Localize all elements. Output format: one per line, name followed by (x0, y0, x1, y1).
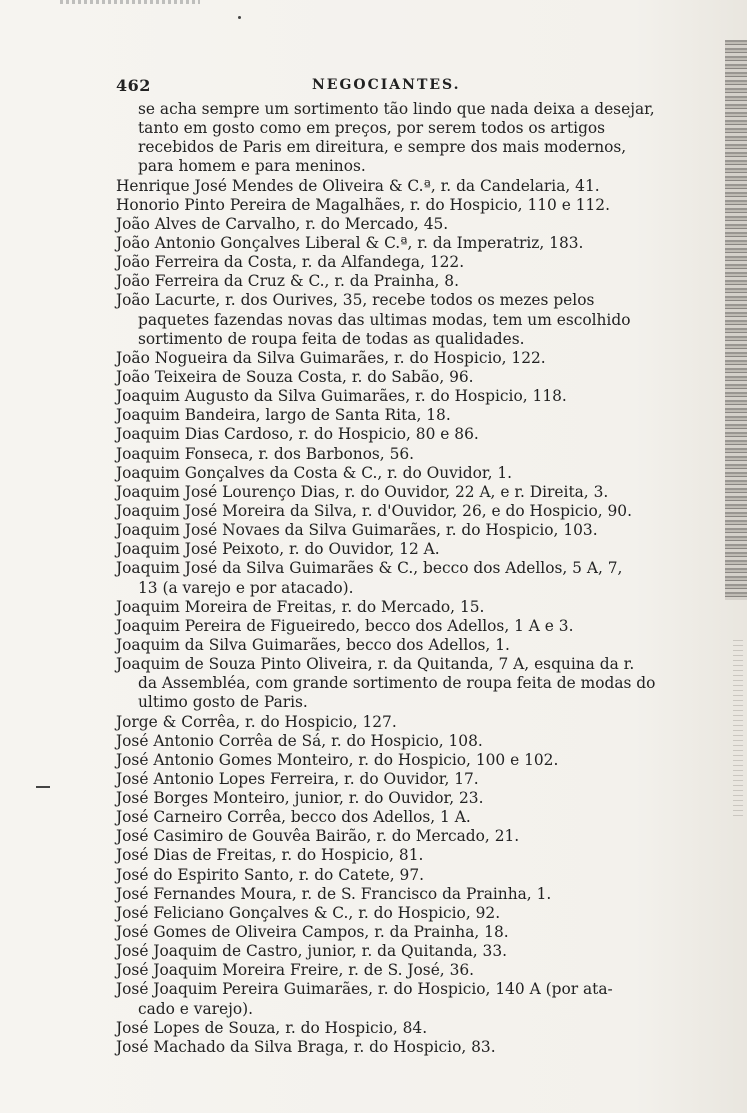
running-title: NEGOCIANTES. (312, 77, 461, 93)
entry-line: sortimento de roupa feita de todas as qualidades. (138, 329, 525, 348)
entry-line: José Fernandes Moura, r. de S. Francisco da Prainha, 1. (116, 884, 552, 903)
entry-line: Joaquim Augusto da Silva Guimarães, r. do Hospicio, 118. (116, 387, 567, 406)
ink-speck (238, 16, 241, 19)
entry-line: José Joaquim Pereira Guimarães, r. do Hospicio, 140 A (por ata- (116, 980, 613, 999)
entry-line: José Antonio Corrêa de Sá, r. do Hospicio, 108. (116, 731, 483, 750)
entry-line: ultimo gosto de Paris. (138, 693, 308, 712)
merchant-entry (116, 483, 682, 502)
entry-line: João Teixeira de Souza Costa, r. do Sabão, 96. (116, 367, 474, 386)
merchant-entry (116, 234, 682, 253)
entry-line: João Alves de Carvalho, r. do Mercado, 45. (116, 214, 449, 233)
entry-line: cado e varejo). (138, 999, 254, 1018)
entry-line: da Assembléa, com grande sortimento de roupa feita de modas do (138, 674, 656, 693)
merchant-entry (116, 177, 682, 196)
merchant-entry (116, 387, 682, 406)
merchant-entry (116, 770, 682, 789)
binding-edge (725, 40, 747, 600)
binding-edge-shadow (733, 640, 743, 820)
entry-line: João Ferreira da Costa, r. da Alfandega, 122. (116, 253, 465, 272)
merchant-entry (116, 866, 682, 885)
entry-line: 13 (a varejo e por atacado). (138, 578, 354, 597)
merchant-entry (116, 713, 682, 732)
continued-entry (116, 100, 682, 177)
entry-line: João Antonio Gonçalves Liberal & C.ª, r. da Imperatriz, 183. (116, 233, 584, 252)
entry-line: Joaquim Dias Cardoso, r. do Hospicio, 80 e 86. (116, 425, 479, 444)
entry-line: Joaquim Pereira de Figueiredo, becco dos Adellos, 1 A e 3. (116, 616, 574, 635)
merchant-entry (116, 215, 682, 234)
merchant-entry (116, 406, 682, 425)
entry-line: Joaquim José Moreira da Silva, r. d'Ouvidor, 26, e do Hospicio, 90. (116, 501, 632, 520)
entry-line: José Dias de Freitas, r. do Hospicio, 81. (116, 846, 424, 865)
merchant-entry (116, 1019, 682, 1038)
entry-line: Jorge & Corrêa, r. do Hospicio, 127. (116, 712, 397, 731)
merchant-entry (116, 540, 682, 559)
merchant-entry (116, 425, 682, 444)
entry-line: José Borges Monteiro, junior, r. do Ouvidor, 23. (116, 789, 484, 808)
directory-listing (116, 100, 682, 1057)
entry-line: José Carneiro Corrêa, becco dos Adellos, 1 A. (116, 808, 471, 827)
merchant-entry (116, 808, 682, 827)
merchant-entry (116, 789, 682, 808)
entry-line: Joaquim José Lourenço Dias, r. do Ouvidor, 22 A, e r. Direita, 3. (116, 482, 609, 501)
entry-line: Joaquim Fonseca, r. dos Barbonos, 56. (116, 444, 415, 463)
entry-line: Joaquim Gonçalves da Costa & C., r. do Ouvidor, 1. (116, 463, 513, 482)
merchant-entry (116, 942, 682, 961)
merchant-entry (116, 368, 682, 387)
entry-line: Joaquim de Souza Pinto Oliveira, r. da Quitanda, 7 A, esquina da r. (116, 655, 635, 674)
merchant-entry (116, 961, 682, 980)
entry-line: Joaquim José Peixoto, r. do Ouvidor, 12 A. (116, 540, 440, 559)
merchant-entry (116, 253, 682, 272)
merchant-entry (116, 617, 682, 636)
merchant-entry (116, 904, 682, 923)
entry-line: José Machado da Silva Braga, r. do Hospicio, 83. (116, 1037, 496, 1056)
merchant-entry (116, 846, 682, 865)
page-header (116, 76, 636, 98)
entry-line: Joaquim Moreira de Freitas, r. do Mercado, 15. (116, 597, 485, 616)
entry-line: João Nogueira da Silva Guimarães, r. do Hospicio, 122. (116, 348, 546, 367)
entry-line: Joaquim da Silva Guimarães, becco dos Adellos, 1. (116, 635, 510, 654)
merchant-entry (116, 349, 682, 368)
entry-line: paquetes fazendas novas das ultimas modas, tem um escolhido (138, 310, 631, 329)
merchant-entry (116, 1038, 682, 1057)
merchant-entry (116, 502, 682, 521)
entry-line: se acha sempre um sortimento tão lindo que nada deixa a desejar, (138, 100, 655, 118)
merchant-entry (116, 521, 682, 540)
entry-line: José Feliciano Gonçalves & C., r. do Hospicio, 92. (116, 903, 501, 922)
entry-line: José Antonio Gomes Monteiro, r. do Hospicio, 100 e 102. (116, 750, 559, 769)
entry-line: Joaquim José da Silva Guimarães & C., becco dos Adellos, 5 A, 7, (116, 559, 623, 578)
merchant-entry (116, 923, 682, 942)
merchant-entry (116, 636, 682, 655)
entry-line: recebidos de Paris em direitura, e sempre dos mais modernos, (138, 138, 627, 157)
merchant-entry (116, 445, 682, 464)
entry-line: José do Espirito Santo, r. do Catete, 97. (116, 865, 424, 884)
entry-line: Henrique José Mendes de Oliveira & C.ª, r. da Candelaria, 41. (116, 176, 600, 195)
merchant-entry (116, 559, 682, 597)
entry-line: tanto em gosto como em preços, por serem todos os artigos (138, 119, 606, 138)
merchant-entry (116, 196, 682, 215)
entry-line: José Casimiro de Gouvêa Bairão, r. do Mercado, 21. (116, 827, 520, 846)
entry-line: Honorio Pinto Pereira de Magalhães, r. do Hospicio, 110 e 112. (116, 195, 610, 214)
entry-line: Joaquim José Novaes da Silva Guimarães, r. do Hospicio, 103. (116, 521, 598, 540)
merchant-entry (116, 827, 682, 846)
merchant-entry (116, 598, 682, 617)
entry-line: José Joaquim Moreira Freire, r. de S. José, 36. (116, 961, 475, 980)
merchant-entry (116, 655, 682, 712)
entry-line: José Joaquim de Castro, junior, r. da Quitanda, 33. (116, 942, 508, 961)
merchant-entry (116, 885, 682, 904)
merchant-entry (116, 732, 682, 751)
entry-line: João Lacurte, r. dos Ourives, 35, recebe todos os mezes pelos (116, 291, 595, 310)
page-number: 462 (116, 76, 151, 95)
merchant-entry (116, 291, 682, 348)
entry-line: Joaquim Bandeira, largo de Santa Rita, 18. (116, 406, 451, 425)
page-edge-mark (60, 0, 200, 4)
merchant-entry (116, 980, 682, 1018)
entry-line: José Gomes de Oliveira Campos, r. da Prainha, 18. (116, 923, 509, 942)
entry-line: José Lopes de Souza, r. do Hospicio, 84. (116, 1018, 428, 1037)
entry-line: José Antonio Lopes Ferreira, r. do Ouvidor, 17. (116, 769, 479, 788)
entry-line: para homem e para meninos. (138, 157, 366, 176)
merchant-entry (116, 272, 682, 291)
merchant-entry (116, 751, 682, 770)
merchant-entry (116, 464, 682, 483)
margin-mark (36, 786, 50, 788)
entry-line: João Ferreira da Cruz & C., r. da Prainha, 8. (116, 272, 459, 291)
